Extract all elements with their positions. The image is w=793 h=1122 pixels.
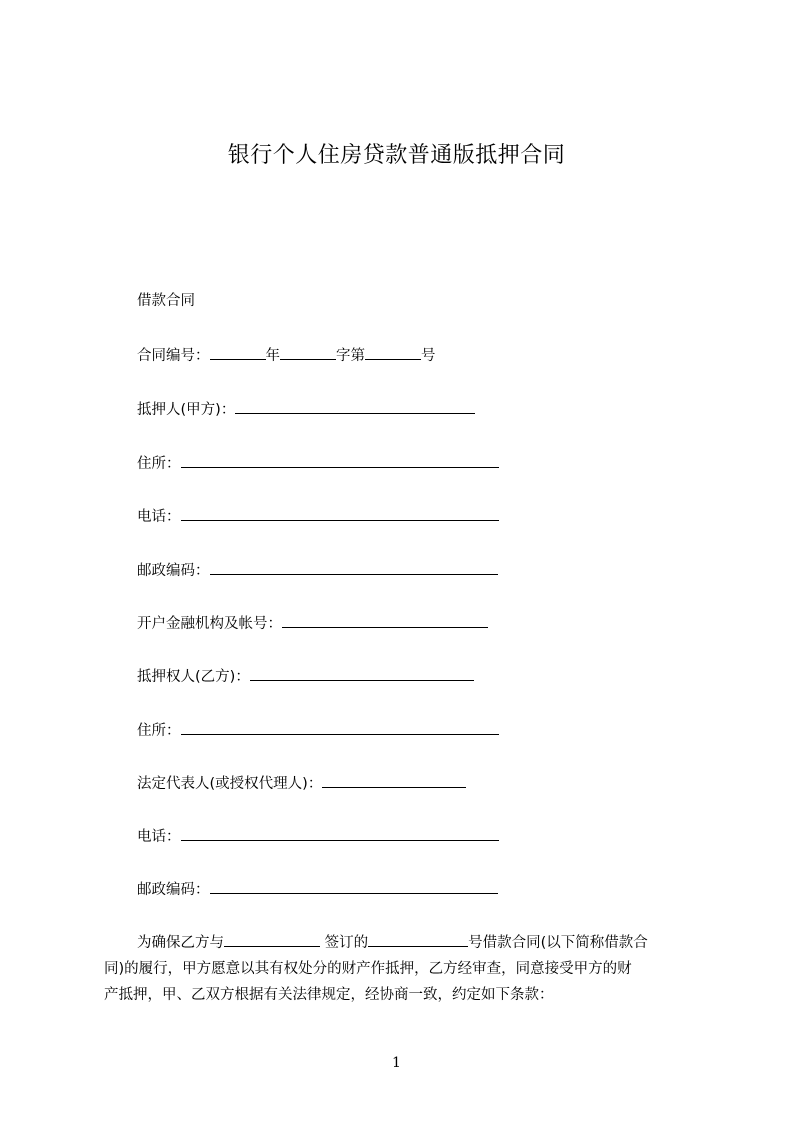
contract-year-label: 年	[265, 348, 280, 364]
mortgagee-address-blank[interactable]	[181, 719, 499, 735]
mortgagee-line	[137, 665, 474, 687]
mortgagor-postcode-label: 邮政编码：	[137, 563, 210, 579]
bank-account-line	[137, 612, 488, 634]
contract-number-label: 合同编号：	[137, 348, 210, 364]
mortgagor-postcode-blank[interactable]	[210, 559, 498, 575]
page-number: 1	[392, 1055, 401, 1071]
borrower-blank[interactable]	[224, 931, 320, 947]
preamble-line-1	[104, 930, 704, 956]
mortgagor-phone-blank[interactable]	[181, 505, 499, 521]
mortgagor-phone-line	[137, 505, 499, 527]
loan-contract-number-blank[interactable]	[368, 931, 468, 947]
mortgagor-postcode-line	[137, 559, 498, 581]
mortgagee-blank[interactable]	[250, 665, 474, 681]
contract-year-blank[interactable]	[210, 344, 266, 360]
contract-number-line	[137, 344, 436, 366]
mortgagee-address-label: 住所：	[137, 723, 181, 739]
preamble-text-2: 签订的	[324, 935, 369, 951]
mortgagor-address-line	[137, 452, 499, 474]
mortgagor-address-label: 住所：	[137, 456, 181, 472]
mortgagor-line	[137, 398, 475, 420]
mortgagor-address-blank[interactable]	[181, 452, 499, 468]
mortgagee-phone-blank[interactable]	[181, 825, 499, 841]
preamble-text-1: 为确保乙方与	[137, 935, 224, 951]
loan-contract-heading: 借款合同	[137, 293, 195, 309]
mortgagee-phone-label: 电话：	[137, 829, 181, 845]
mortgagee-postcode-label: 邮政编码：	[137, 882, 210, 898]
mortgagee-postcode-blank[interactable]	[210, 878, 498, 894]
preamble-line-3: 产抵押，甲、乙双方根据有关法律规定，经协商一致，约定如下条款：	[104, 987, 554, 1003]
document-title: 银行个人住房贷款普通版抵押合同	[227, 143, 566, 168]
mortgagor-label: 抵押人(甲方)：	[137, 402, 236, 418]
contract-zi-di-label: 字第	[336, 348, 365, 364]
bank-account-label: 开户金融机构及帐号：	[137, 616, 282, 632]
contract-number-blank[interactable]	[365, 344, 421, 360]
bank-account-blank[interactable]	[282, 612, 488, 628]
mortgagee-address-line	[137, 719, 499, 741]
mortgagor-phone-label: 电话：	[137, 509, 181, 525]
mortgagee-phone-line	[137, 825, 499, 847]
legal-rep-blank[interactable]	[322, 772, 466, 788]
preamble-line-2: 同)的履行，甲方愿意以其有权处分的财产作抵押，乙方经审查，同意接受甲方的财	[104, 961, 632, 977]
mortgagee-postcode-line	[137, 878, 498, 900]
legal-rep-label: 法定代表人(或授权代理人)：	[137, 776, 323, 792]
preamble-text-3: 号借款合同(以下简称借款合	[468, 935, 648, 951]
preamble-paragraph	[104, 930, 704, 1008]
legal-rep-line	[137, 772, 466, 794]
contract-zi-blank[interactable]	[280, 344, 336, 360]
mortgagee-label: 抵押权人(乙方)：	[137, 669, 250, 685]
contract-hao-label: 号	[421, 348, 436, 364]
mortgagor-blank[interactable]	[235, 398, 475, 414]
